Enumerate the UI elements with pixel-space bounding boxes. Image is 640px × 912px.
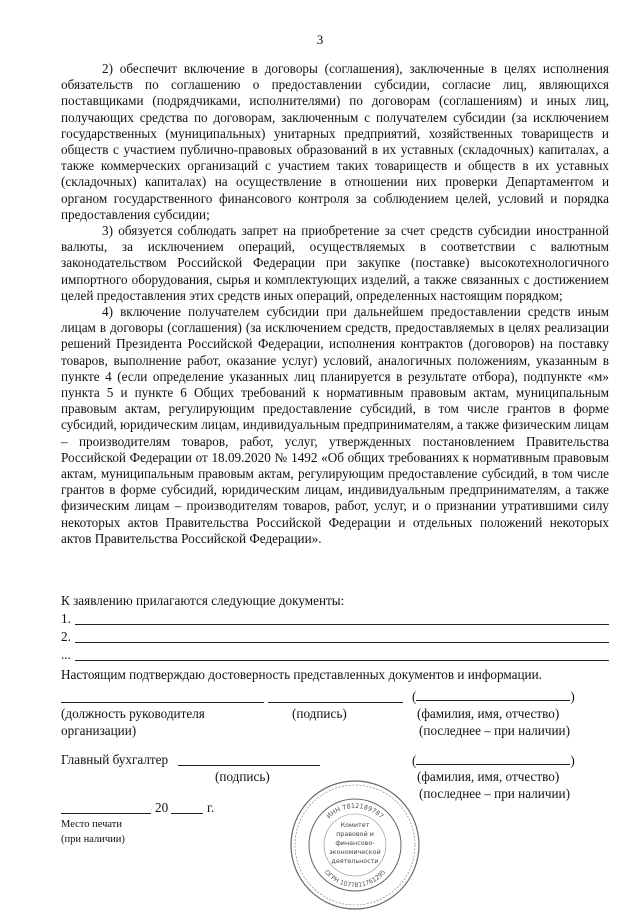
stamp-ogrn: ОГРН 1077811761295 <box>322 868 388 890</box>
attachment-line <box>75 612 609 625</box>
attachment-line <box>75 630 609 643</box>
position-caption-2: организации) <box>61 723 137 738</box>
attachment-line <box>75 648 609 661</box>
round-stamp <box>288 778 422 912</box>
signature-line-accountant <box>178 765 320 766</box>
position-line <box>61 702 264 703</box>
accountant-label: Главный бухгалтер <box>61 752 169 767</box>
paragraph-3: 3) обязуется соблюдать запрет на приобретение за счет средств субсидии иностранной валюты, за исключением операций, осуществляемых в соответствии с валютным законодательством Российской Федерации при закупке (поставке) высокотехнологичного импортного оборудования, сырья и комплектующих изделий, а также связанных с достижением целей предоставления этих средств иных операций, определенных настоящим порядком; <box>61 223 609 303</box>
attachments-block <box>61 592 609 683</box>
name-bracket-accountant: ( ) <box>412 753 575 768</box>
name-caption-accountant: (фамилия, имя, отчество) <box>417 769 560 784</box>
attachment-row <box>61 628 609 646</box>
signature-caption-accountant: (подпись) <box>215 769 270 784</box>
attachment-row <box>61 646 609 664</box>
seal-place-label: Место печати <box>61 819 123 830</box>
year-prefix: 20 <box>155 800 169 815</box>
name-caption-head-2: (последнее – при наличии) <box>419 723 570 738</box>
page-number: 3 <box>316 32 324 47</box>
year-suffix: г. <box>207 800 215 815</box>
date-line <box>61 813 151 814</box>
position-caption: (должность руководителя <box>61 706 205 721</box>
stamp-line-5: деятельности <box>331 857 379 865</box>
name-bracket-head: ( ) <box>412 689 575 704</box>
year-line <box>171 813 203 814</box>
seal-place-note: (при наличии) <box>61 834 125 845</box>
stamp-line-2: правовой и <box>336 830 374 838</box>
name-caption-accountant-2: (последнее – при наличии) <box>419 786 570 801</box>
paragraph-4: 4) включение получателем субсидии при дальнейшем предоставлении средств иным лицам в договоры (соглашения) (за исключением средств, предоставляемых в целях реализации решений Президента Российской Федерации, исполнения контрактов (договоров) на поставку товаров, выполнение работ, оказание услуг) условий, аналогичных положениям, указанным в пункте 4 (если определение указанных лиц планируется в результате отбора), подпункте «м» пункта 5 и пункте 6 Общих требований к нормативным правовым актам, муниципальным правовым актам, регулирующим предоставление субсидий, в том числе грантов в форме субсидий, юридическим лицам, индивидуальным предпринимателям, а также физическим лицам – производителям товаров, работ, услуг, утвержденных постановлением Правительства Российской Федерации от 18.09.2020 № 1492 «Об общих требованиях к нормативным правовым актам, муниципальным правовым актам, регулирующим предоставление субсидий, в том числе грантов в форме субсидий, юридическим лицам, индивидуальным предпринимателям, а также физическим лицам – производителям товаров, работ, услуг, и о признании утратившими силу некоторых актов Правительства Российской Федерации и отдельных положений некоторых актов Правительства Российской Федерации». <box>61 304 609 546</box>
stamp-line-3: финансово- <box>335 839 375 847</box>
stamp-line-1: Комитет <box>340 821 370 829</box>
attachment-number: 2. <box>61 629 71 644</box>
confirmation-text: Настоящим подтверждаю достоверность представленных документов и информации. <box>61 666 542 682</box>
attachments-title: К заявлению прилагаются следующие документы: <box>61 593 345 608</box>
signature-caption-head: (подпись) <box>292 706 347 721</box>
signature-line-head <box>268 702 403 703</box>
body-text <box>61 61 609 547</box>
paragraph-2: 2) обеспечит включение в договоры (соглашения), заключенные в целях исполнения обязательств по соглашению о предоставлении субсидии, согласие лиц, являющихся поставщиками (подрядчиками, исполнителями) по договорам (соглашениям) и иных лиц, получающих средства по договорам, заключенным с получателем субсидии (за исключением государственных (муниципальных) унитарных предприятий, хозяйственных товариществ и обществ с участием публично-правовых образований в их уставных (складочных) капиталах, а также коммерческих организаций с участием таких товариществ и обществ в их уставных (складочных) капиталах) на осуществление в отношении них проверки Департаментом и органом государственного финансового контроля за соблюдением целей, условий и порядка предоставления субсидии; <box>61 61 609 222</box>
attachment-row <box>61 610 609 628</box>
name-caption-head: (фамилия, имя, отчество) <box>417 706 560 721</box>
attachment-number: ... <box>61 647 71 662</box>
stamp-line-4: экономической <box>329 848 381 856</box>
stamp-inn: ИНН 7812189787 <box>324 801 386 821</box>
attachment-number: 1. <box>61 611 71 626</box>
